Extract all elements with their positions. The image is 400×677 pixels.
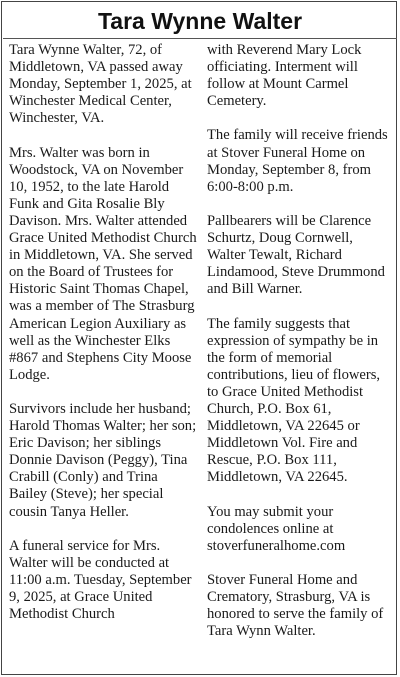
obituary-title: Tara Wynne Walter bbox=[97, 8, 303, 34]
paragraph-visitation: The family will receive friends at Stover Funeral Home on Monday, September 8, from 6:00-8:00 p.m. bbox=[207, 127, 388, 195]
left-column bbox=[9, 42, 197, 623]
paragraph-online-condolences: You may submit your condolences online at stoverfuneralhome.com bbox=[207, 503, 346, 554]
title-divider bbox=[3, 38, 397, 39]
paragraph-pallbearers: Pallbearers will be Clarence Schurtz, Doug Cornwell, Walter Tewalt, Richard Lindamood, Steve Drummond and Bill Warner. bbox=[207, 212, 385, 298]
paragraph-death-notice: Tara Wynne Walter, 72, of Middletown, VA passed away Monday, September 1, 2025, at Winchester Medical Center, Winchester, VA. bbox=[9, 42, 192, 127]
paragraph-funeral-service: A funeral service for Mrs. Walter will be conducted at 11:00 a.m. Tuesday, September 9, 2025, at Grace United Methodist Church bbox=[9, 537, 192, 623]
paragraph-officiant-interment: with Reverend Mary Lock officiating. Interment will follow at Mount Carmel Cemetery. bbox=[207, 42, 362, 110]
paragraph-biography: Mrs. Walter was born in Woodstock, VA on November 10, 1952, to the late Harold Funk and Gita Rosalie Bly Davison. Mrs. Walter attended Grace United Methodist Church in Middletown, VA. She served on the Board of Trustees for Historic Saint Thomas Chapel, was a member of The Strasburg American Legion Auxiliary as well as the Winchester Elks #867 and Stephens City Moose Lodge. bbox=[9, 144, 197, 383]
obituary-notice bbox=[1, 1, 397, 675]
right-column bbox=[207, 42, 393, 640]
paragraph-survivors: Survivors include her husband; Harold Thomas Walter; her son; Eric Davison; her siblings Donnie Davison (Peggy), Tina Crabill (Conly) and Trina Bailey (Steve); her special cousin Tanya Heller. bbox=[9, 400, 197, 520]
paragraph-memorial-contributions: The family suggests that expression of sympathy be in the form of memorial contributions, lieu of flowers, to Grace United Methodist Church, P.O. Box 61, Middletown, VA 22645 or Middletown Vol. Fire and Rescue, P.O. Box 111, Middletown, VA 22645. bbox=[207, 315, 381, 486]
paragraph-funeral-home: Stover Funeral Home and Crematory, Strasburg, VA is honored to serve the family of Tara Wynn Walter. bbox=[207, 571, 384, 640]
